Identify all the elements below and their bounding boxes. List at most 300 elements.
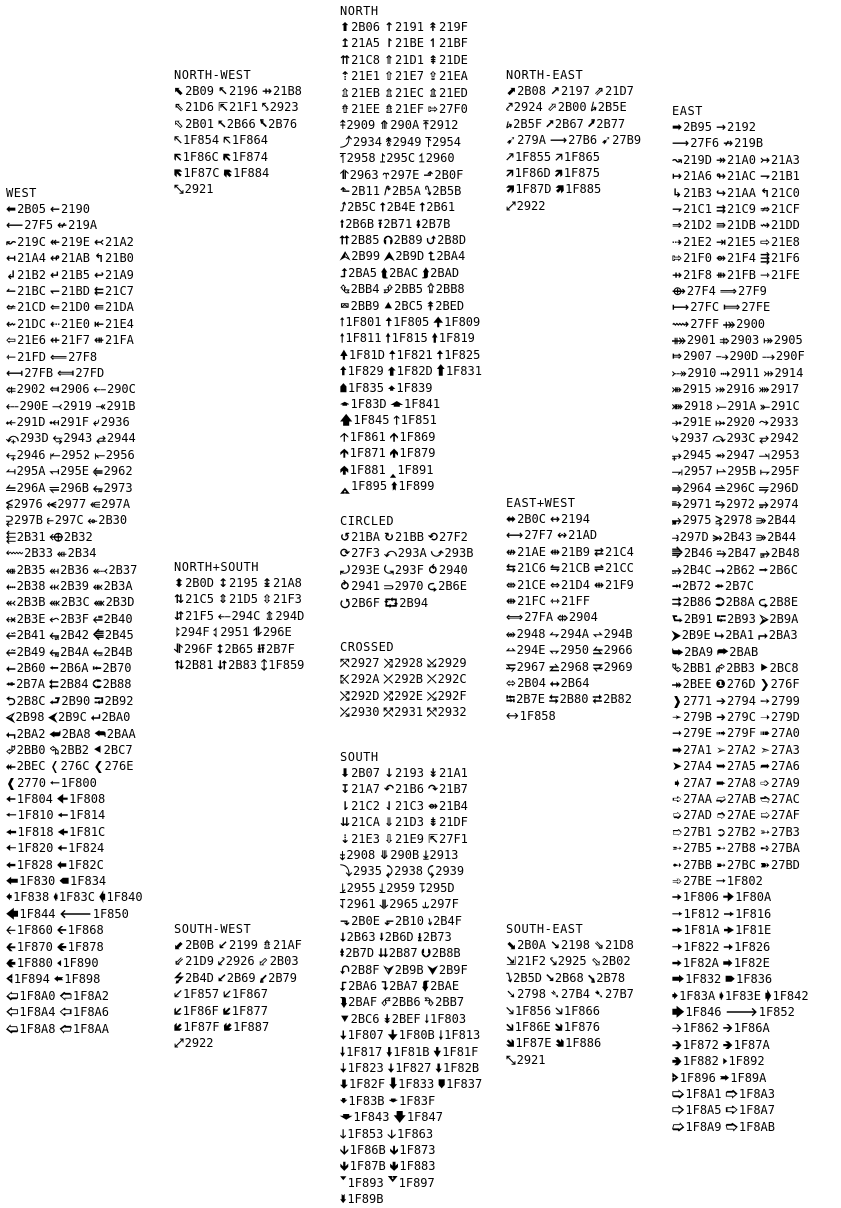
codepoint-label: 21F5	[185, 608, 214, 623]
arrow-glyph-icon: 🠔	[57, 808, 69, 823]
group-circled	[340, 514, 477, 611]
arrow-row	[340, 248, 486, 264]
arrow-row	[340, 462, 486, 478]
arrow-row	[6, 1021, 147, 1037]
arrow-entry	[422, 265, 459, 281]
arrow-entry	[99, 889, 143, 905]
codepoint-label: 1F843	[353, 1110, 390, 1125]
arrow-glyph-icon: ⇍	[6, 300, 17, 315]
arrow-entry	[88, 512, 128, 528]
arrow-row	[6, 726, 147, 742]
arrow-entry	[672, 201, 712, 217]
arrow-glyph-icon: 🡙	[261, 657, 268, 672]
arrow-entry	[723, 135, 763, 151]
codepoint-label: 2B9E	[681, 628, 711, 643]
arrow-glyph-icon: 🡔	[174, 133, 182, 148]
arrow-glyph-icon: ↻	[383, 530, 395, 544]
arrow-entry	[723, 1037, 770, 1053]
arrow-entry	[390, 445, 436, 461]
arrow-row	[506, 198, 645, 214]
codepoint-label: 1F83B	[348, 1093, 385, 1108]
arrow-glyph-icon: ⭌	[672, 562, 682, 577]
arrow-row	[672, 758, 813, 774]
arrow-row	[340, 529, 477, 545]
arrow-row	[174, 1035, 306, 1051]
arrow-glyph-icon: ⤹	[427, 864, 435, 879]
codepoint-label: 21A7	[351, 782, 380, 797]
arrow-entry	[50, 726, 91, 742]
arrow-glyph-icon: 🠣	[340, 1061, 347, 1076]
arrow-entry	[716, 742, 756, 758]
codepoint-label: 1F89B	[347, 1192, 384, 1207]
arrow-entry	[223, 149, 268, 165]
arrow-entry	[427, 578, 467, 594]
arrow-entry	[174, 1003, 219, 1019]
arrow-entry	[6, 775, 46, 791]
arrow-entry	[760, 234, 800, 250]
arrow-glyph-icon: 🡡	[340, 429, 349, 444]
arrow-glyph-icon: ⇞	[427, 52, 438, 67]
arrow-glyph-icon: ⥀	[427, 562, 438, 577]
codepoint-label: 21FE	[771, 267, 800, 282]
arrow-entry	[716, 758, 756, 774]
codepoint-label: 2B43	[723, 529, 753, 544]
arrow-glyph-icon: 🠺	[672, 988, 679, 1003]
arrow-glyph-icon: ⇯	[383, 101, 395, 116]
arrow-entry	[433, 314, 480, 330]
arrow-row	[506, 937, 638, 953]
arrow-entry	[6, 922, 53, 938]
arrow-entry	[6, 234, 46, 250]
arrow-entry	[550, 544, 590, 560]
codepoint-label: 1F87D	[515, 182, 552, 197]
arrow-glyph-icon: 🠛	[386, 1044, 393, 1059]
codepoint-label: 27B8	[727, 841, 756, 856]
arrow-glyph-icon: ❮	[93, 759, 104, 774]
arrow-entry	[506, 116, 542, 132]
arrow-glyph-icon: 🢕	[340, 478, 350, 493]
arrow-glyph-icon: ↘	[549, 938, 561, 952]
arrow-entry	[723, 939, 770, 955]
codepoint-label: 2B81	[184, 657, 214, 672]
arrow-glyph-icon: ⇎	[506, 577, 517, 592]
codepoint-label: 21DE	[439, 52, 468, 67]
arrow-entry	[760, 775, 800, 791]
codepoint-label: 2B0A	[517, 938, 546, 952]
arrow-glyph-icon: ⇪	[427, 69, 438, 84]
arrow-glyph-icon: ⮉	[383, 233, 393, 248]
codepoint-label: 1F804	[16, 792, 53, 807]
arrow-entry	[672, 611, 713, 627]
codepoint-label: 1F8A3	[738, 1087, 775, 1102]
arrow-glyph-icon: ➢	[715, 742, 727, 757]
codepoint-label: 21FA	[105, 333, 134, 348]
arrow-glyph-icon: ⭂	[49, 628, 60, 643]
codepoint-label: 21AE	[517, 544, 546, 559]
codepoint-label: 1F814	[69, 808, 106, 823]
arrow-entry	[50, 578, 90, 594]
codepoint-label: 1F81B	[393, 1044, 430, 1059]
arrow-entry	[716, 414, 756, 430]
codepoint-label: 2B7A	[16, 677, 45, 692]
arrow-glyph-icon: 🡣	[387, 1126, 396, 1141]
codepoint-label: 1F866	[563, 1003, 600, 1018]
group-title: NORTH	[340, 4, 379, 18]
arrow-row	[506, 642, 638, 658]
arrow-glyph-icon: ⮍	[426, 233, 437, 248]
arrow-row	[506, 181, 645, 197]
arrow-row	[672, 250, 813, 266]
arrow-glyph-icon: ⬋	[174, 938, 185, 952]
arrow-entry	[384, 85, 424, 101]
codepoint-label: 27AC	[771, 792, 800, 807]
arrow-entry	[672, 168, 712, 184]
arrow-entry	[93, 463, 133, 479]
arrow-entry	[58, 807, 106, 823]
codepoint-label: 2B3C	[60, 595, 90, 610]
arrow-entry	[380, 929, 414, 945]
arrow-entry	[427, 863, 464, 879]
arrow-row	[672, 234, 813, 250]
codepoint-label: 2B76	[268, 116, 298, 131]
arrow-glyph-icon: ⥤	[672, 480, 682, 495]
codepoint-label: 21E5	[727, 234, 756, 249]
codepoint-label: 2B7E	[516, 692, 545, 707]
arrow-glyph-icon: 🢦	[59, 1005, 72, 1020]
arrow-glyph-icon: ⬂	[590, 954, 601, 969]
codepoint-label: 2B9D	[395, 249, 425, 264]
codepoint-label: 21B1	[771, 169, 800, 184]
arrow-glyph-icon: ↑	[383, 20, 395, 34]
arrow-row	[6, 234, 147, 250]
codepoint-label: 2B3E	[16, 611, 46, 626]
arrow-glyph-icon: 🢐	[56, 955, 62, 970]
arrow-glyph-icon: ⤖	[715, 382, 726, 397]
codepoint-label: 2975	[682, 513, 712, 528]
arrow-row	[6, 791, 147, 807]
codepoint-label: 2B10	[395, 913, 424, 928]
arrow-row	[6, 627, 147, 643]
arrow-glyph-icon: ⇹	[593, 577, 604, 592]
codepoint-label: 1F854	[182, 133, 220, 148]
arrow-glyph-icon: ⬈	[506, 84, 517, 98]
arrow-glyph-icon: ⭟	[506, 116, 513, 131]
codepoint-label: 2B5F	[513, 116, 543, 131]
arrow-row	[672, 1004, 813, 1020]
arrow-glyph-icon: 🠪	[672, 955, 682, 970]
arrow-entry	[50, 332, 90, 348]
arrow-entry	[601, 132, 641, 148]
arrow-entry	[384, 831, 424, 847]
arrow-row	[340, 265, 486, 281]
arrow-entry	[672, 955, 719, 971]
codepoint-label: 27BE	[683, 873, 712, 888]
codepoint-label: 2B84	[59, 677, 89, 692]
codepoint-label: 292A	[350, 672, 380, 687]
arrow-entry	[423, 847, 458, 863]
arrow-entry	[550, 986, 590, 1002]
arrow-glyph-icon: ⟾	[723, 300, 741, 315]
codepoint-label: 2B7D	[345, 946, 375, 961]
arrow-glyph-icon: 🡩	[389, 429, 399, 444]
arrow-entry	[550, 937, 590, 953]
arrow-glyph-icon: ⤟	[49, 415, 60, 430]
arrow-row	[174, 591, 308, 607]
codepoint-label: 27A8	[727, 775, 756, 790]
codepoint-label: 2BA7	[389, 979, 418, 994]
arrow-row	[340, 798, 486, 814]
arrow-entry	[506, 642, 546, 658]
codepoint-label: 291C	[770, 398, 800, 413]
arrow-glyph-icon: ⇵	[174, 608, 185, 623]
arrow-glyph-icon: ⟵	[6, 218, 24, 233]
arrow-glyph-icon: ⟲	[427, 530, 438, 544]
arrow-entry	[92, 676, 131, 692]
group-title: EAST+WEST	[506, 496, 576, 510]
arrow-entry	[672, 725, 712, 741]
codepoint-label: 1F812	[683, 906, 720, 921]
codepoint-label: 2198	[561, 938, 590, 952]
arrow-entry	[94, 693, 133, 709]
arrow-glyph-icon: ⥰	[383, 579, 394, 594]
arrow-entry	[550, 511, 590, 527]
codepoint-label: 2971	[682, 496, 712, 511]
codepoint-label: 27B6	[568, 133, 598, 148]
codepoint-label: 2B44	[767, 529, 797, 544]
arrow-entry	[672, 332, 716, 348]
codepoint-label: 2968	[560, 659, 590, 674]
arrow-entry	[547, 99, 587, 115]
codepoint-label: 292D	[350, 688, 380, 703]
arrow-row	[340, 380, 486, 396]
codepoint-label: 296D	[769, 480, 799, 495]
codepoint-label: 2956	[105, 447, 135, 462]
arrow-entry	[60, 1004, 110, 1020]
codepoint-label: 1F86A	[733, 1021, 770, 1036]
arrow-glyph-icon: ⤏	[762, 349, 775, 364]
arrow-glyph-icon: ⟸	[49, 349, 68, 364]
codepoint-label: 2959	[386, 880, 416, 895]
arrow-entry	[6, 676, 45, 692]
arrow-glyph-icon: 🠶	[725, 972, 736, 987]
arrow-glyph-icon: ⇗	[593, 84, 604, 98]
arrow-glyph-icon: ➨	[715, 775, 727, 790]
arrow-entry	[53, 430, 93, 446]
arrow-glyph-icon: ⤉	[340, 118, 346, 133]
codepoint-label: 2974	[769, 496, 799, 511]
arrow-entry	[550, 659, 590, 675]
codepoint-label: 2955	[346, 880, 376, 895]
arrow-row	[672, 660, 813, 676]
arrow-row	[672, 889, 813, 905]
codepoint-label: 1F87E	[515, 1036, 552, 1051]
arrow-entry	[594, 560, 634, 576]
codepoint-label: 27F0	[439, 101, 468, 116]
arrow-glyph-icon: ⤶	[93, 415, 100, 430]
arrow-entry	[760, 725, 800, 741]
codepoint-label: 27FF	[690, 316, 720, 331]
codepoint-label: 1F86D	[514, 165, 551, 180]
group-north	[340, 4, 486, 494]
arrow-glyph-icon: ⇸	[261, 84, 272, 98]
arrow-glyph-icon: ⟹	[719, 283, 737, 298]
codepoint-label: 1F83A	[679, 988, 716, 1003]
arrow-row	[672, 791, 813, 807]
codepoint-label: 21B7	[439, 782, 468, 797]
arrow-row	[6, 889, 147, 905]
arrow-entry	[380, 150, 416, 166]
arrow-entry	[340, 19, 380, 35]
arrow-glyph-icon: ⬆	[340, 20, 351, 34]
codepoint-label: 2973	[103, 480, 133, 495]
arrow-glyph-icon: ➺	[759, 841, 770, 856]
codepoint-label: 27AA	[683, 792, 712, 807]
codepoint-label: 2B94	[399, 595, 429, 610]
arrow-entry	[672, 562, 712, 578]
arrow-glyph-icon: 🢚	[719, 1070, 730, 1085]
codepoint-label: 2B06	[351, 20, 380, 34]
arrow-glyph-icon: ⥩	[593, 659, 603, 674]
arrow-entry	[759, 496, 799, 512]
arrow-row	[340, 429, 486, 445]
arrow-entry	[759, 480, 799, 496]
codepoint-label: 1F802	[726, 873, 763, 888]
codepoint-label: 1F82E	[733, 955, 770, 970]
arrow-glyph-icon: ↜	[6, 234, 17, 249]
arrow-glyph-icon: ⤅	[763, 333, 773, 348]
codepoint-label: 2B4C	[682, 562, 712, 577]
arrow-glyph-icon: 🢫	[725, 1119, 738, 1134]
codepoint-label: 2B5A	[391, 183, 421, 198]
arrow-entry	[50, 447, 91, 463]
arrow-glyph-icon: ⤀	[723, 316, 736, 331]
codepoint-label: 295C	[386, 151, 416, 166]
codepoint-label: 1F819	[438, 331, 475, 346]
arrow-glyph-icon: ⭸	[587, 970, 596, 985]
codepoint-label: 21C0	[771, 185, 800, 200]
codepoint-label: 21C6	[517, 561, 546, 576]
arrow-glyph-icon: ⤒	[423, 118, 429, 133]
arrow-glyph-icon: ⭷	[587, 116, 596, 131]
arrow-row	[174, 165, 306, 181]
arrow-entry	[555, 1019, 600, 1035]
codepoint-label: 1F80B	[398, 1028, 435, 1043]
codepoint-label: 1F852	[758, 1005, 795, 1020]
arrow-entry	[720, 283, 767, 299]
arrow-glyph-icon: ⬳	[6, 546, 24, 561]
codepoint-label: 2B8A	[725, 595, 755, 610]
arrow-glyph-icon: 🡰	[6, 939, 16, 954]
codepoint-label: 279E	[683, 726, 712, 741]
arrow-entry	[340, 1044, 382, 1060]
arrow-entry	[672, 267, 712, 283]
codepoint-label: 2B37	[108, 562, 138, 577]
arrow-entry	[760, 611, 798, 627]
arrow-entry	[506, 691, 545, 707]
arrow-row	[340, 896, 486, 912]
codepoint-label: 21D7	[605, 84, 634, 98]
codepoint-label: 2910	[687, 365, 717, 380]
codepoint-label: 2916	[726, 382, 756, 397]
arrow-glyph-icon: ⇂	[340, 798, 351, 813]
arrow-glyph-icon: 🡅	[340, 413, 353, 428]
arrow-entry	[716, 234, 756, 250]
arrow-entry	[6, 611, 46, 627]
codepoint-label: 27BA	[771, 841, 800, 856]
arrow-glyph-icon: ⭊	[49, 644, 60, 659]
arrow-entry	[672, 578, 711, 594]
arrow-glyph-icon: ⤓	[423, 847, 429, 862]
arrow-glyph-icon: ⤫	[383, 672, 394, 687]
codepoint-label: 1F8A8	[19, 1021, 56, 1036]
codepoint-label: 2922	[516, 198, 546, 213]
codepoint-label: 292C	[437, 672, 467, 687]
arrow-row	[174, 641, 308, 657]
codepoint-label: 2B33	[24, 546, 54, 561]
arrow-row	[672, 840, 813, 856]
arrow-glyph-icon: ➟	[715, 726, 727, 741]
arrow-glyph-icon: ⬄	[506, 675, 517, 690]
codepoint-label: 1F80A	[735, 890, 772, 905]
arrow-glyph-icon: ⬎	[340, 913, 351, 928]
arrow-entry	[340, 68, 380, 84]
arrow-glyph-icon: ⤍	[715, 349, 729, 364]
arrow-entry	[384, 545, 427, 561]
arrow-entry	[719, 988, 761, 1004]
arrow-glyph-icon: 🠇	[340, 1028, 347, 1043]
arrow-glyph-icon: ➬	[759, 792, 770, 807]
arrow-glyph-icon: ➹	[506, 133, 517, 148]
arrow-entry	[391, 396, 440, 412]
arrow-entry	[723, 299, 770, 315]
codepoint-label: 2BAA	[106, 726, 136, 741]
arrow-entry	[506, 970, 542, 986]
group-title: CROSSED	[340, 640, 395, 654]
codepoint-label: 1F87B	[349, 1159, 386, 1174]
codepoint-label: 1F853	[347, 1126, 384, 1141]
arrow-entry	[218, 953, 255, 969]
codepoint-label: 2B70	[102, 660, 132, 675]
arrow-row	[672, 185, 813, 201]
arrow-entry	[6, 1021, 56, 1037]
arrow-entry	[672, 480, 712, 496]
arrow-entry	[672, 988, 715, 1004]
arrow-glyph-icon: ↧	[340, 782, 351, 797]
codepoint-label: 293E	[351, 562, 380, 577]
codepoint-label: 2BAF	[348, 995, 378, 1010]
arrow-entry	[428, 913, 462, 929]
arrow-entry	[340, 462, 386, 478]
arrow-entry	[550, 560, 590, 576]
arrow-entry	[340, 265, 377, 281]
codepoint-label: 2963	[349, 167, 379, 182]
codepoint-label: 21B0	[105, 251, 134, 266]
arrow-entry	[6, 578, 46, 594]
arrow-row	[506, 165, 645, 181]
codepoint-label: 276E	[104, 759, 134, 774]
arrow-glyph-icon: 🡵	[554, 165, 563, 180]
arrow-row	[6, 529, 147, 545]
arrow-glyph-icon: ⥾	[382, 167, 390, 182]
arrow-entry	[174, 83, 214, 99]
codepoint-label: 2907	[683, 349, 712, 364]
arrow-entry	[388, 1175, 435, 1191]
arrow-glyph-icon: ⤳	[759, 415, 769, 430]
codepoint-label: 21BD	[61, 283, 90, 298]
arrow-entry	[6, 398, 48, 414]
arrow-glyph-icon: ⇹	[549, 544, 561, 559]
codepoint-label: 21BB	[395, 530, 424, 544]
